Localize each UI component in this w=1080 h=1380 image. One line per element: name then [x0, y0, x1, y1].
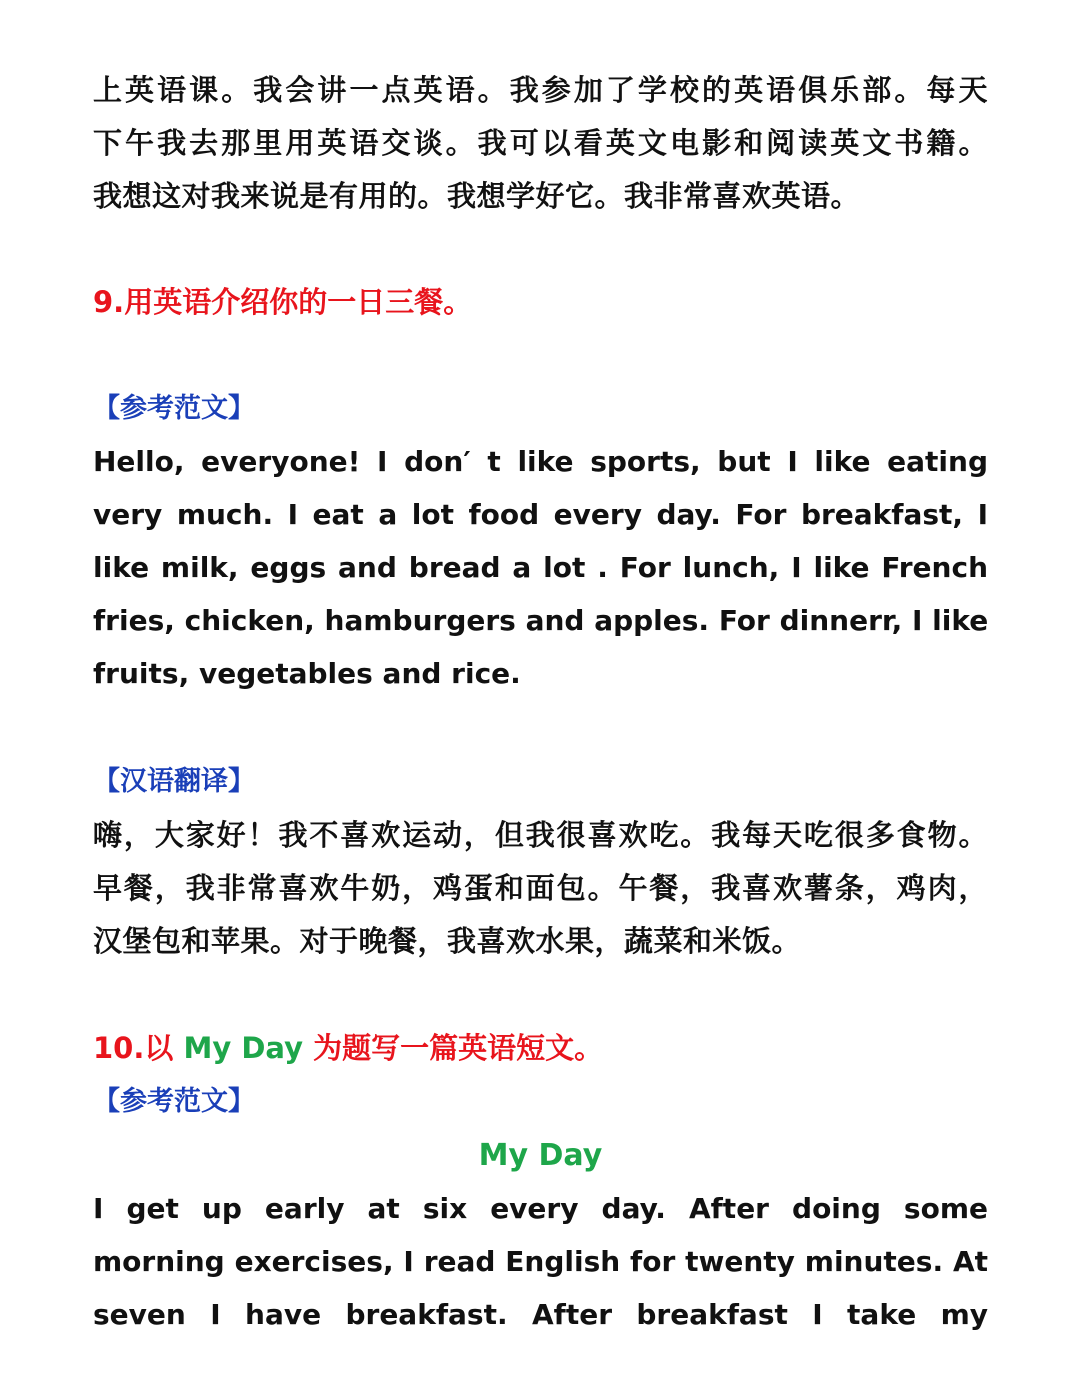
section9-translation-line-2: 早餐，我非常喜欢牛奶，鸡蛋和面包。午餐，我喜欢薯条，鸡肉， — [93, 871, 988, 905]
section9-essay-line-4: fries, chicken, hamburgers and apples. For dinnerr, I like — [93, 604, 988, 637]
section10-heading — [93, 1024, 988, 1072]
section9-essay-line-3: like milk, eggs and bread a lot . For lunch, I like French — [93, 551, 988, 584]
section9-translation-line-3: 汉堡包和苹果。对于晚餐，我喜欢水果，蔬菜和米饭。 — [93, 924, 802, 958]
section9-heading: 9.用英语介绍你的一日三餐。 — [93, 285, 473, 319]
section10-heading-prefix: 10.以 — [93, 1031, 184, 1065]
section9-reference-tag: 【参考范文】 — [93, 393, 255, 424]
section8-line-3: 我想这对我来说是有用的。我想学好它。我非常喜欢英语。 — [93, 179, 861, 213]
section9-translation-tag: 【汉语翻译】 — [93, 766, 255, 797]
section10-essay-line-1: I get up early at six every day. After doing some — [93, 1192, 988, 1225]
section9-translation-line-1: 嗨，大家好！我不喜欢运动，但我很喜欢吃。我每天吃很多食物。 — [93, 818, 988, 852]
section10-essay-title: My Day — [478, 1138, 603, 1173]
section8-line-1: 上英语课。我会讲一点英语。我参加了学校的英语俱乐部。每天 — [93, 73, 988, 107]
section8-line-2: 下午我去那里用英语交谈。我可以看英文电影和阅读英文书籍。 — [93, 126, 988, 160]
section10-essay-line-3: seven I have breakfast. After breakfast I take my — [93, 1298, 988, 1331]
section10-reference-tag: 【参考范文】 — [93, 1086, 255, 1117]
section9-essay-line-1: Hello, everyone! I don′ t like sports, but I like eating — [93, 445, 988, 478]
section10-essay-line-2: morning exercises, I read English for twenty minutes. At — [93, 1245, 988, 1278]
section9-essay-line-2: very much. I eat a lot food every day. For breakfast, I — [93, 498, 988, 531]
section9-essay-line-5: fruits, vegetables and rice. — [93, 657, 521, 690]
section10-heading-highlight: My Day — [183, 1031, 303, 1065]
section10-heading-suffix: 为题写一篇英语短文。 — [303, 1031, 604, 1065]
